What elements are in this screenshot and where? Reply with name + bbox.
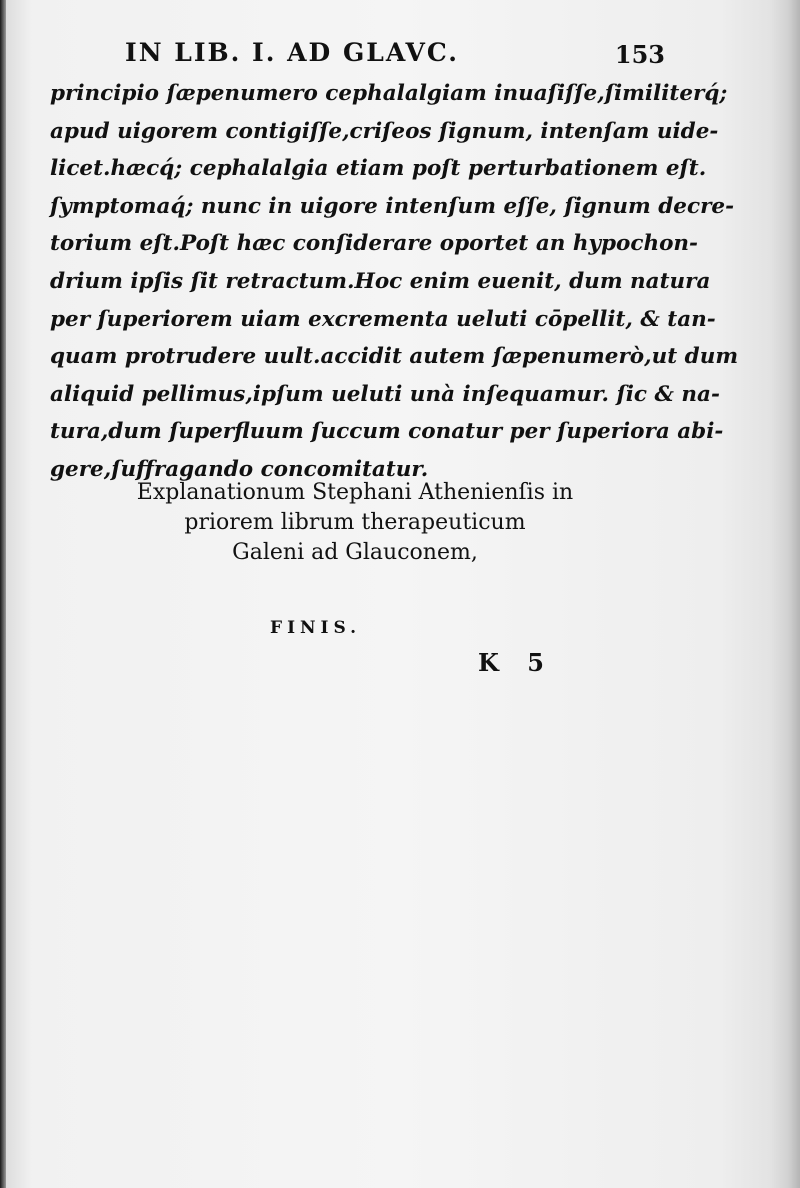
page-outer-edge (770, 0, 800, 1188)
text-line: per ſuperiorem uiam excrementa ueluti cōpellit, & tan- (50, 306, 716, 332)
page-number: 153 (614, 40, 665, 69)
colophon-line: priorem librum therapeuticum (184, 510, 526, 535)
colophon-line: Galeni ad Glauconem, (232, 540, 478, 565)
finis-label: FINIS. (270, 618, 362, 638)
running-head: IN LIB. I. AD GLAVC. (125, 38, 460, 67)
page-header (50, 38, 665, 78)
text-line: principio ſæpenumero cephalalgiam inuaſiſſe,ſimiliterq́; (50, 81, 728, 106)
colophon-title (90, 478, 620, 568)
page-gutter-edge (0, 0, 6, 1188)
text-line: licet.hæcq́; cephalalgia etiam poſt perturbationem eſt. (50, 156, 707, 182)
signature-mark: K 5 (478, 648, 554, 677)
text-line: quam protrudere uult.accidit autem ſæpenumerò,ut dum (50, 344, 739, 370)
text-line: drium ipſis ſit retractum.Hoc enim euenit, dum natura (50, 268, 711, 294)
main-text-block (50, 75, 739, 489)
text-line: ſymptomaq́; nunc in uigore intenſum eſſe, ſignum decre- (50, 193, 735, 219)
text-line: gere,ſuffragando concomitatur. (50, 456, 429, 482)
text-line: apud uigorem contigiſſe,criſeos ſignum, intenſam uide- (50, 118, 719, 144)
text-line: tura,dum ſuperfluum ſuccum conatur per ſuperiora abi- (50, 419, 724, 445)
text-line: aliquid pellimus,ipſum ueluti unà inſequamur. ſic & na- (50, 381, 720, 407)
colophon-line: Explanationum Stephani Athenienſis in (136, 480, 574, 505)
text-line: torium eſt.Poſt hæc conſiderare oportet an hypochon- (50, 231, 698, 257)
